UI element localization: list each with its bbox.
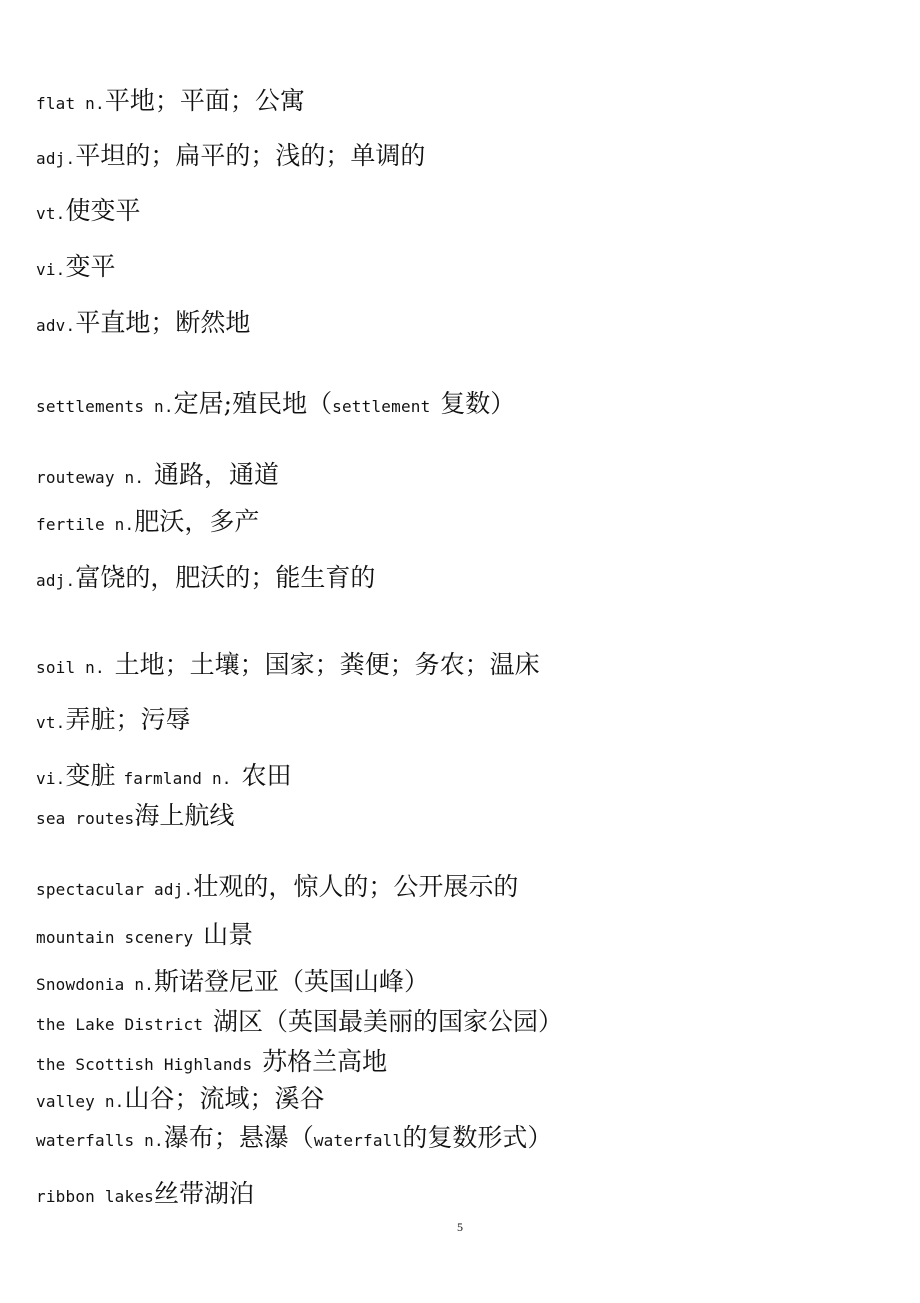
entry-flat-vt [36, 198, 141, 223]
entry-definition: 弄脏；污辱 [65, 705, 191, 734]
entry-term: waterfalls n. [36, 1131, 164, 1150]
entry-definition: 苏格兰高地 [262, 1047, 388, 1076]
entry-term: sea routes [36, 809, 135, 828]
entry-term: vt. [36, 713, 66, 732]
entry-sea-routes [36, 803, 234, 828]
entry-definition: 瀑布；悬瀑（ [163, 1123, 314, 1152]
entry-definition-tail: 的复数形式） [402, 1123, 553, 1152]
entry-routeway [36, 462, 279, 487]
entry-term: adj. [36, 571, 76, 590]
entry-flat [36, 88, 305, 113]
entry-flat-vi [36, 254, 116, 279]
entry-valley [36, 1086, 325, 1111]
entry-definition: 海上航线 [134, 801, 235, 830]
entry-definition-tail: 复数） [440, 389, 516, 418]
entry-soil-vt [36, 707, 191, 732]
entry-soil [36, 652, 540, 677]
entry-term: vt. [36, 204, 66, 223]
page-number: 5 [457, 1220, 463, 1234]
entry-term: routeway n. [36, 468, 154, 487]
entry-definition: 平坦的；扁平的；浅的；单调的 [75, 141, 426, 170]
entry-definition: 平地；平面；公寓 [104, 86, 305, 115]
entry-definition: 变平 [65, 252, 116, 281]
entry-flat-adj [36, 143, 425, 168]
entry-term: the Scottish Highlands [36, 1055, 263, 1074]
entry-definition: 通路，通道 [154, 460, 280, 489]
entry-definition: 湖区（英国最美丽的国家公园） [213, 1007, 564, 1036]
entry-term: fertile n. [36, 515, 135, 534]
entry-definition: 山谷；流域；溪谷 [124, 1084, 325, 1113]
entry-scottish-highlands [36, 1049, 387, 1074]
entry-definition: 山景 [203, 920, 254, 949]
entry-settlements [36, 391, 515, 416]
entry-definition: 变脏 [65, 761, 124, 790]
entry-definition: 富饶的，肥沃的；能生育的 [75, 563, 376, 592]
entry-fertile [36, 509, 259, 534]
entry-definition: 肥沃，多产 [134, 507, 260, 536]
entry-term: the Lake District [36, 1015, 213, 1034]
entry-term-inline: farmland n. [123, 769, 242, 788]
entry-ribbon-lakes [36, 1181, 254, 1206]
entry-soil-vi [36, 763, 291, 788]
entry-term: vi. [36, 769, 66, 788]
entry-definition: 平直地；断然地 [75, 308, 251, 337]
entry-mountain-scenery [36, 922, 253, 947]
entry-definition: 土地；土壤；国家；粪便；务农；温床 [114, 650, 540, 679]
entry-definition-tail: 农田 [241, 761, 292, 790]
entry-term: mountain scenery [36, 928, 204, 947]
entry-spectacular [36, 874, 518, 899]
entry-definition: 壮观的，惊人的；公开展示的 [193, 872, 519, 901]
entry-term: vi. [36, 260, 66, 279]
entry-term: spectacular adj. [36, 880, 194, 899]
entry-lake-district [36, 1009, 563, 1034]
entry-flat-adv [36, 310, 250, 335]
entry-definition: 定居;殖民地（ [173, 389, 333, 418]
entry-snowdonia [36, 969, 429, 994]
entry-definition: 丝带湖泊 [154, 1179, 255, 1208]
entry-term: ribbon lakes [36, 1187, 154, 1206]
entry-term-inline: settlement [332, 397, 441, 416]
entry-term: valley n. [36, 1092, 125, 1111]
entry-fertile-adj [36, 565, 375, 590]
entry-term: flat n. [36, 94, 105, 113]
entry-definition: 斯诺登尼亚（英国山峰） [154, 967, 430, 996]
entry-term-inline: waterfall [313, 1131, 403, 1150]
entry-term: soil n. [36, 658, 115, 677]
entry-definition: 使变平 [65, 196, 141, 225]
entry-waterfalls [36, 1125, 552, 1150]
entry-term: adv. [36, 316, 76, 335]
entry-term: settlements n. [36, 397, 174, 416]
entry-term: Snowdonia n. [36, 975, 154, 994]
entry-term: adj. [36, 149, 76, 168]
